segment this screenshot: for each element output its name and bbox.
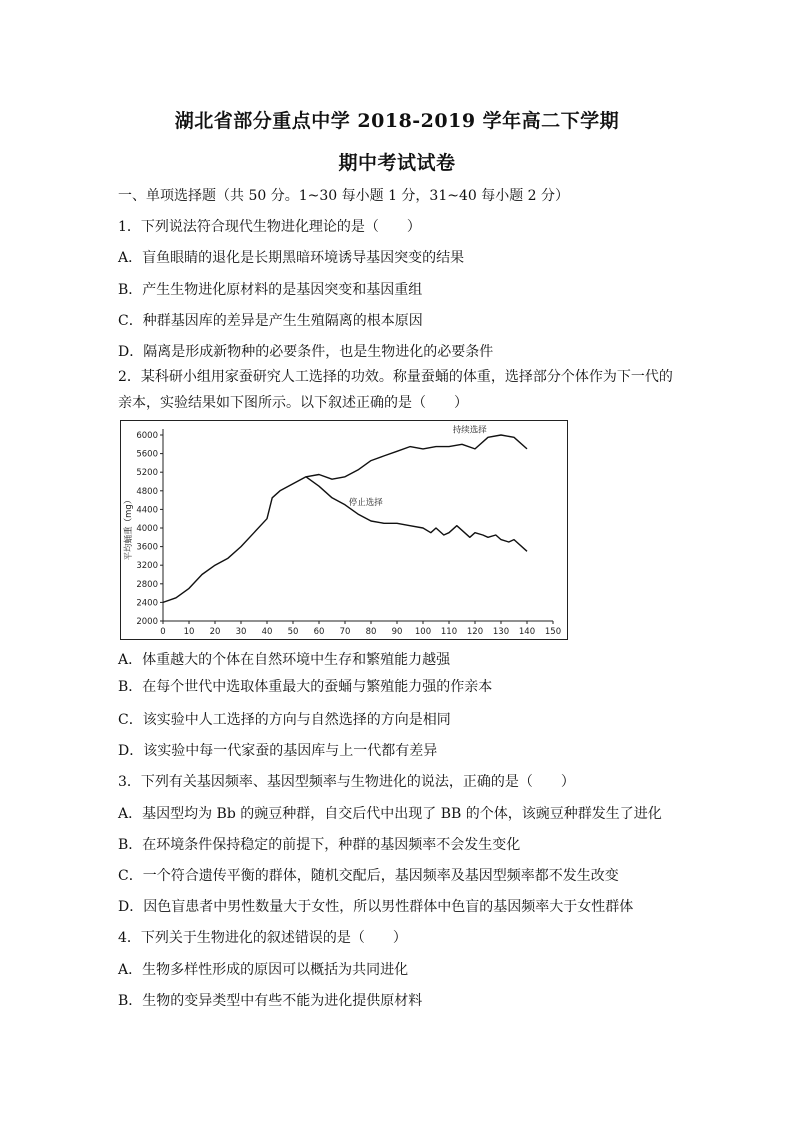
pupa-weight-chart	[120, 420, 568, 640]
q4-stem: 4．下列关于生物进化的叙述错误的是（ ）	[118, 930, 407, 946]
y-tick-label: 5600	[136, 449, 158, 460]
q3-option-c: C．一个符合遗传平衡的群体，随机交配后，基因频率及基因型频率都不发生改变	[118, 868, 619, 884]
series-line-stopped-selection	[306, 477, 527, 552]
q2-option-c: C．该实验中人工选择的方向与自然选择的方向是相同	[118, 712, 451, 728]
chart-svg	[121, 421, 567, 639]
x-tick-label: 10	[183, 627, 195, 637]
x-tick-label: 80	[365, 627, 377, 637]
x-tick-label: 70	[339, 627, 351, 637]
y-tick-label: 2400	[136, 598, 158, 609]
x-tick-label: 150	[544, 627, 562, 637]
x-tick-label: 40	[261, 627, 273, 637]
series-line-continuous-selection	[163, 435, 527, 602]
q2-option-a: A．体重越大的个体在自然环境中生存和繁殖能力越强	[118, 652, 451, 668]
q3-stem: 3．下列有关基因频率、基因型频率与生物进化的说法，正确的是（ ）	[118, 774, 575, 790]
x-tick-label: 50	[287, 627, 299, 637]
series-label-stopped-selection: 停止选择	[348, 497, 383, 508]
y-tick-label: 4000	[136, 524, 158, 534]
x-tick-label: 120	[466, 627, 484, 637]
q3-option-a: A．基因型均为 Bb 的豌豆种群，自交后代中出现了 BB 的个体，该豌豆种群发生了进化	[118, 806, 662, 822]
q1-option-d: D．隔离是形成新物种的必要条件，也是生物进化的必要条件	[118, 344, 494, 360]
q1-stem: 1．下列说法符合现代生物进化理论的是（ ）	[118, 219, 421, 235]
q3-option-d: D．因色盲患者中男性数量大于女性，所以男性群体中色盲的基因频率大于女性群体	[118, 899, 634, 915]
y-tick-label: 2800	[136, 579, 158, 590]
q1-option-b: B．产生生物进化原材料的是基因突变和基因重组	[118, 282, 423, 298]
x-tick-label: 60	[313, 627, 325, 637]
x-tick-label: 110	[440, 627, 458, 637]
y-tick-label: 2000	[136, 617, 158, 627]
q2-option-b: B．在每个世代中选取体重最大的蚕蛹与繁殖能力强的作亲本	[118, 679, 493, 695]
q2-option-d: D．该实验中每一代家蚕的基因库与上一代都有差异	[118, 743, 438, 759]
q2-stem-line1: 2．某科研小组用家蚕研究人工选择的功效。称量蚕蛹的体重，选择部分个体作为下一代的	[118, 369, 673, 385]
q1-option-c: C．种群基因库的差异是产生生殖隔离的根本原因	[118, 313, 423, 329]
x-tick-label: 0	[160, 627, 166, 637]
y-tick-label: 6000	[136, 431, 158, 441]
series-label-continuous-selection: 持续选择	[452, 425, 487, 436]
x-tick-label: 90	[391, 627, 403, 637]
x-tick-label: 130	[492, 627, 510, 637]
y-tick-label: 3200	[136, 561, 158, 572]
q1-option-a: A．盲鱼眼睛的退化是长期黑暗环境诱导基因突变的结果	[118, 250, 465, 266]
exam-title-line1: 湖北省部分重点中学 2018-2019 学年高二下学期	[174, 110, 620, 132]
x-tick-label: 20	[209, 627, 221, 637]
x-tick-label: 140	[518, 627, 536, 637]
exam-title-line2: 期中考试试卷	[338, 152, 456, 174]
q4-option-b: B．生物的变异类型中有些不能为进化提供原材料	[118, 993, 423, 1009]
y-axis-label: 平均蛹重（mg）	[124, 495, 134, 561]
y-tick-label: 3600	[136, 542, 158, 553]
x-tick-label: 30	[235, 627, 247, 637]
y-tick-label: 4800	[136, 486, 158, 497]
q3-option-b: B．在环境条件保持稳定的前提下，种群的基因频率不会发生变化	[118, 837, 521, 853]
x-tick-label: 100	[414, 627, 432, 637]
q2-stem-line2: 亲本，实验结果如下图所示。以下叙述正确的是（ ）	[118, 395, 468, 411]
y-tick-label: 4400	[136, 505, 158, 516]
section-heading: 一、单项选择题（共 50 分。1~30 每小题 1 分，31~40 每小题 2 分）	[118, 188, 570, 204]
y-tick-label: 5200	[136, 468, 158, 479]
q4-option-a: A．生物多样性形成的原因可以概括为共同进化	[118, 962, 409, 978]
